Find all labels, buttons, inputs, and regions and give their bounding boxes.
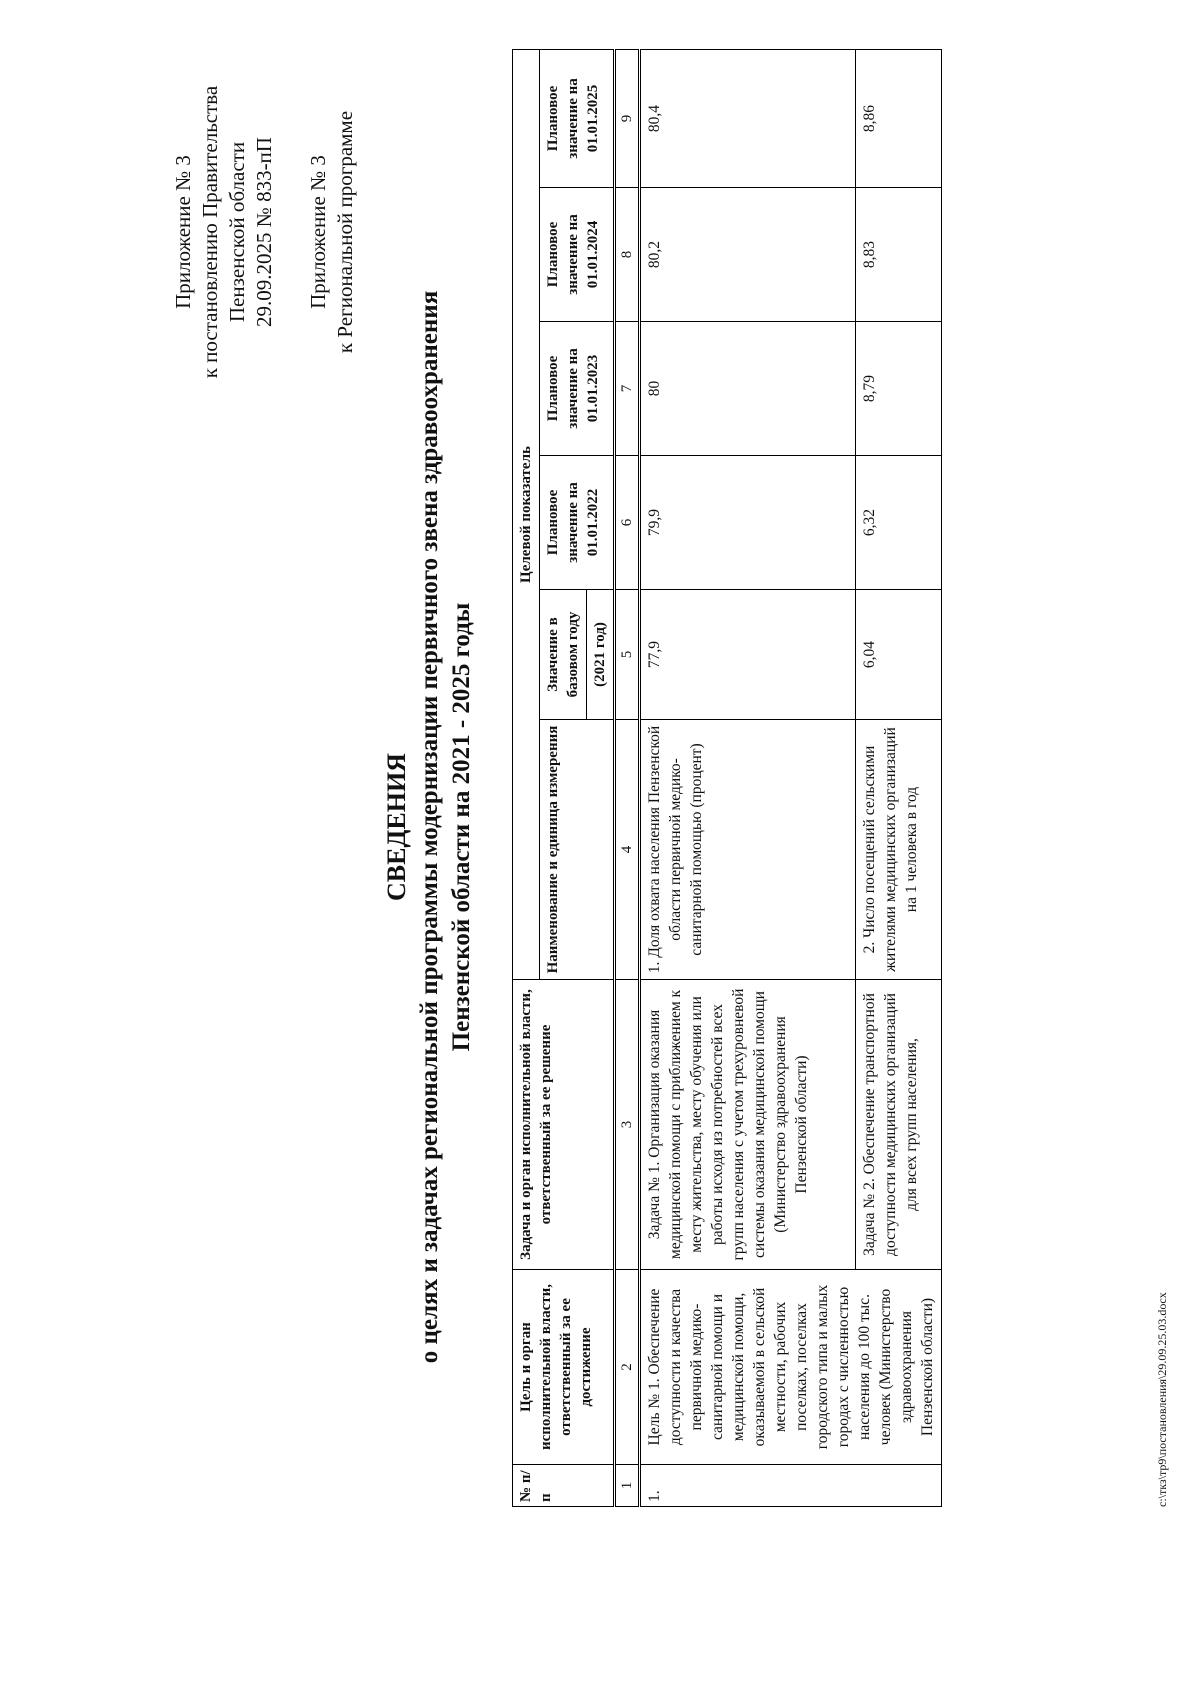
plan-2023-cell: 8,79 bbox=[856, 322, 942, 456]
header-plan-2022: Плановое значение на 01.01.2022 bbox=[540, 456, 615, 590]
plan-2025-cell: 80,4 bbox=[640, 50, 856, 188]
appendix-line: к постановлению Правительства bbox=[198, 85, 222, 379]
document-title bbox=[380, 197, 478, 1457]
indicator-name-cell: 1. Доля охвата населения Пензенской области первичной медико-санитарной помощью (процент) bbox=[640, 720, 856, 980]
column-number: 3 bbox=[615, 980, 640, 1270]
plan-2022-cell: 6,32 bbox=[856, 456, 942, 590]
header-num: № п/п bbox=[513, 1465, 615, 1507]
appendix-line: Приложение № 3 bbox=[171, 155, 195, 309]
appendix-block-resolution bbox=[170, 12, 278, 452]
task-cell: Задача № 2. Обеспечение транспортной доступности медицинских организаций для всех групп населения, bbox=[856, 980, 942, 1270]
indicator-name-cell: 2. Число посещений сельскими жителями медицинских организаций на 1 человека в год bbox=[856, 720, 942, 980]
column-number-row bbox=[615, 50, 640, 1507]
header-base-year: (2021 год) bbox=[587, 590, 615, 720]
header-base-value: Значение в базовом году bbox=[540, 590, 587, 720]
base-value-cell: 6,04 bbox=[856, 590, 942, 720]
appendix-line: Приложение № 3 bbox=[306, 155, 330, 309]
goal-cell: Цель № 1. Обеспечение доступности и качества первичной медико-санитарной помощи и медицинской помощи, оказываемой в сельской местности, рабочих поселках, поселках городского типа и малых городах с численностью населения до 100 тыс. человек (Министерство здравоохранения Пензенской области) bbox=[640, 1270, 942, 1465]
header-plan-2024: Плановое значение на 01.01.2024 bbox=[540, 188, 615, 322]
title-line-2: о целях и задачах региональной программы модернизации первичного звена здравоохранения bbox=[416, 290, 443, 1364]
appendix-block-program bbox=[305, 12, 359, 452]
plan-2023-cell: 80 bbox=[640, 322, 856, 456]
header-target: Целевой показатель bbox=[513, 50, 540, 980]
column-number: 8 bbox=[615, 188, 640, 322]
header-plan-2025: Плановое значение на 01.01.2025 bbox=[540, 50, 615, 188]
header-indicator-name: Наименование и единица измерения bbox=[540, 720, 615, 980]
title-line-3: Пензенской области на 2021 - 2025 годы bbox=[448, 602, 475, 1052]
appendix-line: к Региональной программе bbox=[333, 110, 357, 354]
column-number: 7 bbox=[615, 322, 640, 456]
appendix-line: 29.09.2025 № 833-пП bbox=[252, 137, 276, 327]
column-number: 2 bbox=[615, 1270, 640, 1465]
column-number: 9 bbox=[615, 50, 640, 188]
header-task: Задача и орган исполнительной власти, ответственный за ее решение bbox=[513, 980, 615, 1270]
base-value-cell: 77,9 bbox=[640, 590, 856, 720]
column-number: 4 bbox=[615, 720, 640, 980]
table-row bbox=[640, 50, 856, 1507]
column-number: 6 bbox=[615, 456, 640, 590]
plan-2022-cell: 79,9 bbox=[640, 456, 856, 590]
plan-2025-cell: 8,86 bbox=[856, 50, 942, 188]
goals-table bbox=[512, 49, 942, 1507]
plan-2024-cell: 80,2 bbox=[640, 188, 856, 322]
footer-file-path: c:\ткз\тр9\постановления\29.09.25.03.docx bbox=[1155, 1292, 1169, 1507]
plan-2024-cell: 8,83 bbox=[856, 188, 942, 322]
row-number: 1. bbox=[640, 1465, 942, 1507]
header-goal: Цель и орган исполнительной власти, ответственный за ее достижение bbox=[513, 1270, 615, 1465]
column-number: 5 bbox=[615, 590, 640, 720]
title-main: СВЕДЕНИЯ bbox=[382, 753, 411, 901]
header-plan-2023: Плановое значение на 01.01.2023 bbox=[540, 322, 615, 456]
column-number: 1 bbox=[615, 1465, 640, 1507]
task-cell: Задача № 1. Организация оказания медицинской помощи с приближением к месту жительства, месту обучения или работы исходя из потребностей всех групп населения с учетом трехуровневой системы оказания медицинской помощи (Министерство здравоохранения Пензенской области) bbox=[640, 980, 856, 1270]
appendix-line: Пензенской области bbox=[225, 141, 249, 323]
